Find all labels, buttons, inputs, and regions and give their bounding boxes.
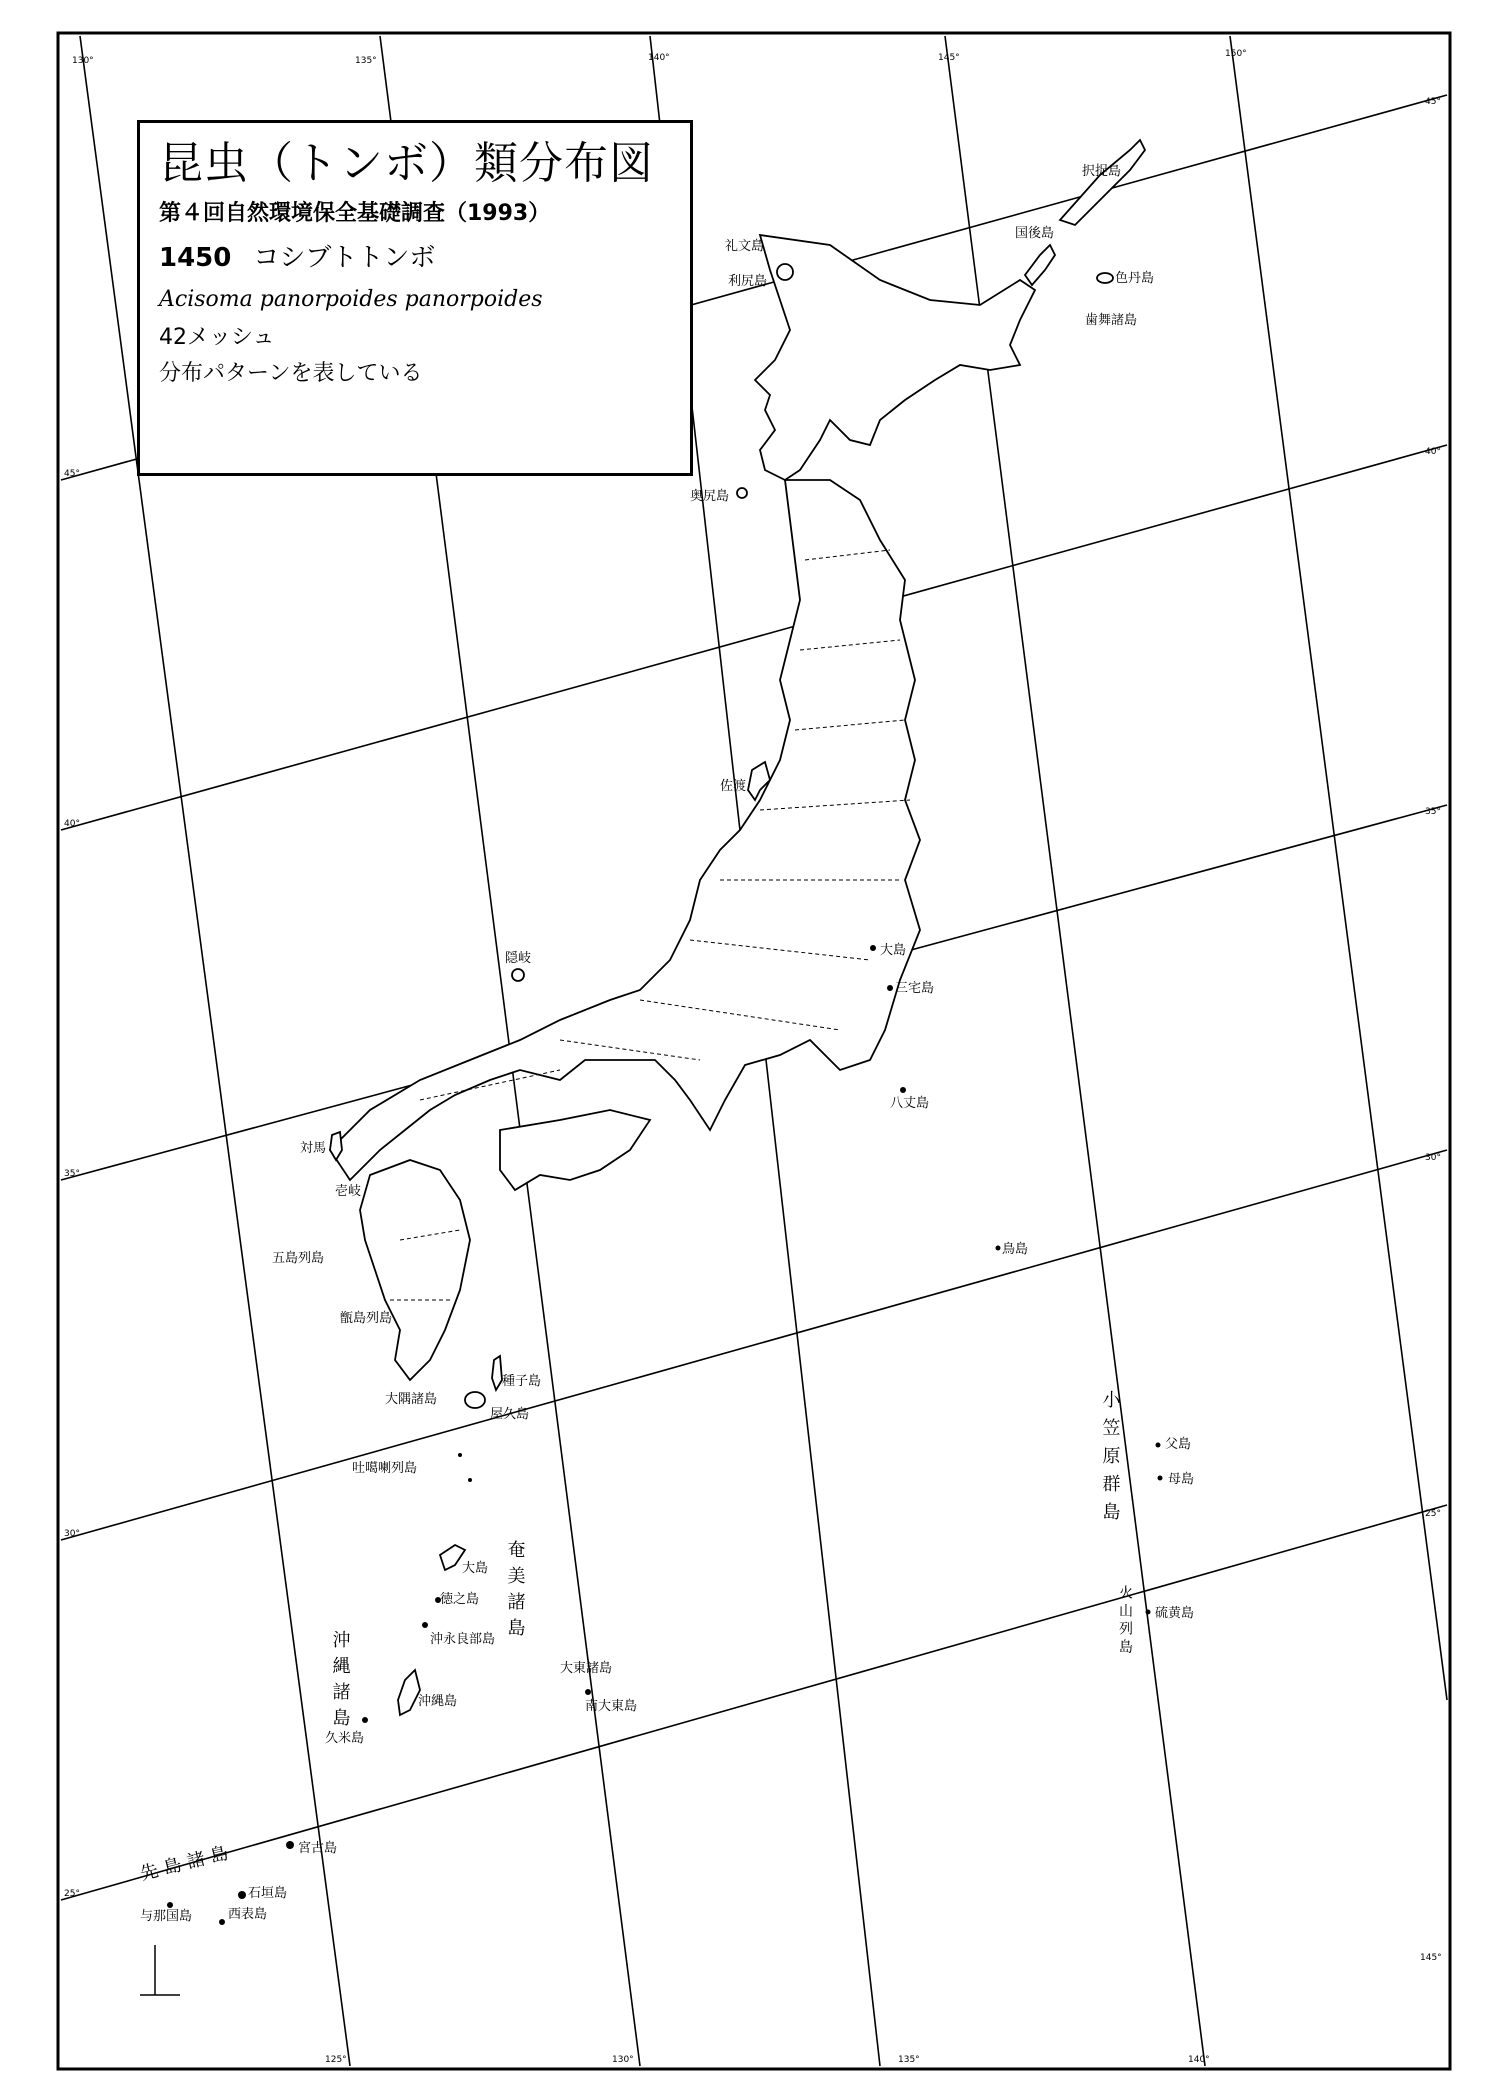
place-label: 沖永良部島 (430, 1632, 496, 1647)
place-label: 父島 (1165, 1437, 1192, 1452)
group-label-sakishima: 先島諸島 (138, 1841, 237, 1885)
place-label: 久米島 (325, 1731, 365, 1746)
place-label: 大島 (462, 1561, 489, 1576)
lat-label: 30° (1425, 1153, 1441, 1163)
place-label: 佐渡 (720, 779, 747, 794)
island-dot (238, 1891, 246, 1899)
place-label: 石垣島 (248, 1886, 288, 1901)
lat-label: 25° (1425, 1509, 1441, 1519)
place-label: 礼文島 (725, 239, 765, 254)
hokkaido-outline (755, 235, 1035, 480)
group-label-kazan: 火山列島 (1117, 1585, 1133, 1657)
legend-survey: 第４回自然環境保全基礎調査（1993） (159, 201, 551, 226)
place-label: 利尻島 (728, 274, 768, 289)
place-label: 色丹島 (1115, 271, 1155, 286)
lon-label: 145° (938, 53, 960, 63)
island-dot (996, 1246, 1001, 1251)
lon-label: 135° (898, 2055, 920, 2065)
place-label: 種子島 (502, 1374, 542, 1389)
place-label: 歯舞諸島 (1085, 313, 1138, 328)
island-dot (219, 1919, 225, 1925)
lat-label: 45° (1425, 97, 1441, 107)
lat-label: 35° (64, 1169, 80, 1179)
tanegashima-outline (492, 1356, 502, 1390)
place-label: 奥尻島 (690, 489, 730, 504)
kyushu-outline (360, 1160, 470, 1380)
place-label: 母島 (1168, 1472, 1195, 1487)
place-label: 五島列島 (272, 1251, 325, 1266)
okushiri-outline (737, 488, 747, 498)
lon-label: 125° (325, 2055, 347, 2065)
species-number: 1450 (159, 243, 232, 273)
legend-box (137, 120, 693, 476)
place-label: 対馬 (300, 1141, 327, 1156)
group-label-amami: 奄美諸島 (504, 1540, 526, 1644)
place-label: 三宅島 (895, 981, 935, 996)
yakushima-outline (465, 1392, 485, 1408)
meridian-line (1230, 36, 1447, 1700)
mesh-count: 42メッシュ (159, 325, 275, 350)
island-dot (1158, 1476, 1163, 1481)
island-dot (422, 1622, 428, 1628)
island-dot (286, 1841, 294, 1849)
island-dot (585, 1689, 591, 1695)
island-dot (167, 1902, 173, 1908)
rishiri-outline (777, 264, 793, 280)
island-dot (1146, 1610, 1151, 1615)
lon-label: 130° (72, 56, 94, 66)
place-label: 甑島列島 (340, 1311, 393, 1326)
lat-label: 145° (1420, 1953, 1442, 1963)
place-label: 吐噶喇列島 (352, 1461, 418, 1476)
island-dot (458, 1453, 462, 1457)
lat-label: 40° (64, 819, 80, 829)
place-label: 国後島 (1015, 226, 1055, 241)
island-dot (887, 985, 893, 991)
lon-label: 135° (355, 56, 377, 66)
legend-title: 昆虫（トンボ）類分布図 (159, 138, 654, 189)
legend-species (159, 241, 435, 275)
place-label: 択捉島 (1082, 164, 1122, 179)
island-dot (900, 1087, 906, 1093)
place-label: 鳥島 (1002, 1242, 1029, 1257)
small-islands (167, 945, 1163, 1925)
shikoku-outline (500, 1110, 650, 1190)
lat-label: 35° (1425, 807, 1441, 817)
oki-outline (512, 969, 524, 981)
place-label: 硫黄島 (1155, 1606, 1195, 1621)
place-label: 沖縄島 (418, 1694, 458, 1709)
place-label: 与那国島 (140, 1909, 193, 1924)
legend-note: 分布パターンを表している (159, 361, 423, 386)
island-dot (870, 945, 876, 951)
place-label: 徳之島 (440, 1592, 480, 1607)
scale-marker (140, 1945, 180, 1995)
place-label: 壱岐 (335, 1184, 362, 1199)
lat-label: 30° (64, 1529, 80, 1539)
parallel-line (61, 1505, 1447, 1900)
place-label: 宮古島 (298, 1841, 338, 1856)
place-label: 屋久島 (490, 1407, 530, 1422)
lon-label: 140° (648, 53, 670, 63)
lat-label: 45° (64, 469, 80, 479)
place-label: 南大東島 (585, 1699, 638, 1714)
group-label-okinawa: 沖縄諸島 (329, 1630, 351, 1734)
kunashiri-outline (1025, 245, 1055, 285)
island-dot (1156, 1443, 1161, 1448)
species-name-ja: コシブトトンボ (253, 243, 436, 273)
place-label: 隠岐 (505, 951, 532, 966)
place-label: 大島 (880, 943, 907, 958)
place-label: 大隅諸島 (385, 1392, 438, 1407)
shikotan-outline (1097, 273, 1113, 283)
lon-label: 140° (1188, 2055, 1210, 2065)
place-label: 西表島 (228, 1907, 268, 1922)
group-label-ogasawara: 小笠原群島 (1099, 1390, 1121, 1530)
species-name-sci: Acisoma panorpoides panorpoides (159, 287, 543, 312)
lon-label: 130° (612, 2055, 634, 2065)
lon-label: 150° (1225, 49, 1247, 59)
parallel-line (61, 1150, 1447, 1540)
island-dot (468, 1478, 472, 1482)
lat-label: 40° (1425, 447, 1441, 457)
honshu-outline (330, 480, 920, 1180)
okinawa-outline (398, 1670, 420, 1715)
lat-label: 25° (64, 1889, 80, 1899)
place-label: 大東諸島 (560, 1661, 613, 1676)
place-label: 八丈島 (890, 1096, 930, 1111)
island-dot (362, 1717, 368, 1723)
